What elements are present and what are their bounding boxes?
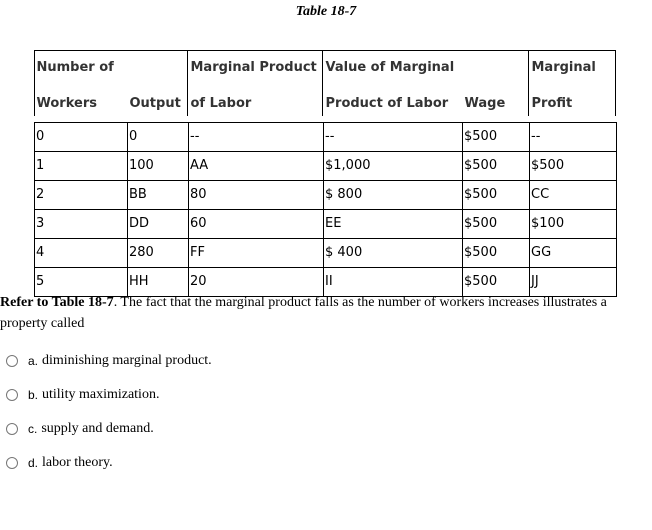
header-cell: Workers [36, 96, 97, 111]
option-letter: b. [28, 388, 39, 402]
table-cell: 1 [35, 152, 128, 181]
radio-button-icon[interactable] [6, 457, 18, 469]
table-cell: 60 [189, 210, 324, 239]
table-cell: EE [324, 210, 463, 239]
header-cell: Value of Marginal [325, 60, 455, 75]
question-text [0, 292, 646, 334]
radio-button-icon[interactable] [6, 355, 18, 367]
table-cell: -- [530, 123, 617, 152]
question-body: . The fact that the marginal product falls as the number of workers increases illustrates a property called [0, 295, 607, 331]
table-caption: Table 18-7 [295, 4, 357, 19]
answer-options [6, 344, 212, 480]
table-cell: CC [530, 181, 617, 210]
header-cell [463, 50, 530, 86]
table-cell: 280 [128, 239, 189, 268]
option-text: diminishing marginal product. [42, 353, 212, 368]
question-ref: Refer to Table 18-7 [0, 295, 114, 310]
table-cell: $500 [463, 239, 530, 268]
table-cell: FF [189, 239, 324, 268]
table-cell: AA [189, 152, 324, 181]
table-cell: -- [324, 123, 463, 152]
option-a[interactable] [6, 344, 212, 378]
table-cell: $500 [463, 152, 530, 181]
option-d[interactable] [6, 446, 212, 480]
header-cell: Wage [464, 96, 506, 111]
header-cell: Marginal [531, 60, 596, 75]
table-cell: $1,000 [324, 152, 463, 181]
table-cell: HH [128, 268, 189, 297]
option-text: supply and demand. [41, 421, 154, 436]
table-cell: $500 [463, 123, 530, 152]
data-table [34, 50, 617, 297]
radio-button-icon[interactable] [6, 423, 18, 435]
table-cell: BB [128, 181, 189, 210]
header-cell: Product of Labor [325, 96, 449, 111]
radio-button-icon[interactable] [6, 389, 18, 401]
table-cell: 0 [128, 123, 189, 152]
table-cell: $500 [463, 210, 530, 239]
table-row [35, 239, 617, 268]
table-cell: 100 [128, 152, 189, 181]
option-text: labor theory. [42, 455, 113, 470]
header-cell: Number of [36, 60, 114, 75]
header-row-2 [35, 86, 617, 123]
option-c[interactable] [6, 412, 212, 446]
header-divider [187, 50, 188, 116]
table-cell: II [324, 268, 463, 297]
option-letter: d. [28, 456, 39, 470]
table-row [35, 210, 617, 239]
header-divider [322, 50, 323, 116]
option-letter: c. [28, 422, 38, 436]
table-cell: $ 400 [324, 239, 463, 268]
table-cell: $500 [530, 152, 617, 181]
table-cell: 20 [189, 268, 324, 297]
table-row [35, 152, 617, 181]
table-row [35, 181, 617, 210]
table-cell: 80 [189, 181, 324, 210]
table-cell: DD [128, 210, 189, 239]
table-cell: $500 [463, 268, 530, 297]
table-cell: 2 [35, 181, 128, 210]
header-cell: Output [129, 96, 181, 111]
header-cell: Marginal Product [190, 60, 317, 75]
option-b[interactable] [6, 378, 212, 412]
table-cell: -- [189, 123, 324, 152]
option-letter: a. [28, 354, 39, 368]
header-cell: of Labor [190, 96, 252, 111]
header-cell: Profit [531, 96, 573, 111]
table-cell: 5 [35, 268, 128, 297]
table-cell: $100 [530, 210, 617, 239]
header-cell [128, 50, 189, 86]
table-cell: 3 [35, 210, 128, 239]
header-divider [528, 50, 529, 116]
table-cell: 0 [35, 123, 128, 152]
table-row [35, 123, 617, 152]
option-text: utility maximization. [42, 387, 160, 402]
table-cell: $500 [463, 181, 530, 210]
table-cell: 4 [35, 239, 128, 268]
table-cell: JJ [530, 268, 617, 297]
table-cell: $ 800 [324, 181, 463, 210]
table-cell: GG [530, 239, 617, 268]
header-row-1 [35, 50, 617, 86]
